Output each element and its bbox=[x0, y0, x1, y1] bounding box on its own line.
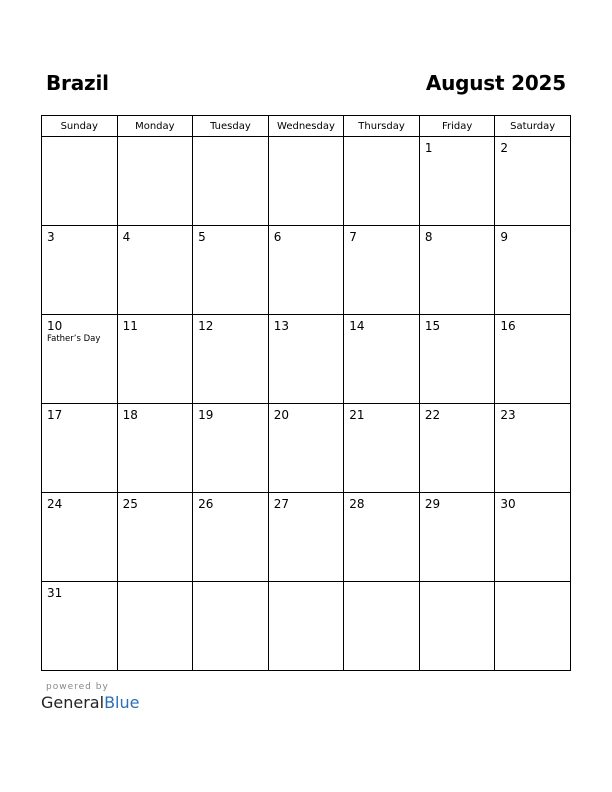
day-number bbox=[495, 582, 570, 586]
day-number: 21 bbox=[349, 408, 365, 422]
day-number: 2 bbox=[500, 141, 509, 155]
day-cell bbox=[268, 582, 344, 671]
day-cell bbox=[117, 404, 193, 493]
day-cell bbox=[193, 137, 269, 226]
day-cell bbox=[344, 404, 420, 493]
day-number: 27 bbox=[273, 497, 289, 511]
day-cell bbox=[344, 226, 420, 315]
day-cell bbox=[268, 315, 344, 404]
weekday-header: Tuesday bbox=[193, 116, 269, 137]
day-cell bbox=[419, 137, 495, 226]
day-number bbox=[344, 137, 419, 141]
day-number bbox=[269, 137, 344, 141]
generalblue-logo[interactable] bbox=[41, 693, 139, 712]
day-number: 5 bbox=[198, 230, 206, 244]
day-cell bbox=[117, 315, 193, 404]
day-number: 23 bbox=[500, 408, 516, 422]
day-cell bbox=[193, 315, 269, 404]
day-cell bbox=[268, 493, 344, 582]
day-cell bbox=[42, 493, 118, 582]
day-number: 13 bbox=[273, 319, 289, 333]
day-cell bbox=[495, 226, 571, 315]
day-cell bbox=[42, 582, 118, 671]
day-number: 6 bbox=[273, 230, 282, 244]
day-cell bbox=[268, 404, 344, 493]
day-number: 26 bbox=[198, 497, 214, 511]
day-number: 8 bbox=[424, 230, 433, 244]
day-number: 18 bbox=[122, 408, 138, 422]
day-cell bbox=[419, 582, 495, 671]
weekday-header: Monday bbox=[117, 116, 193, 137]
week-row bbox=[42, 582, 571, 671]
weekday-header-row bbox=[42, 116, 571, 137]
day-cell bbox=[419, 404, 495, 493]
weekday-header: Saturday bbox=[495, 116, 571, 137]
day-cell bbox=[344, 582, 420, 671]
day-cell bbox=[193, 582, 269, 671]
day-cell bbox=[42, 315, 118, 404]
day-number: 9 bbox=[500, 230, 509, 244]
day-cell bbox=[117, 137, 193, 226]
calendar-grid bbox=[41, 115, 571, 671]
day-cell bbox=[419, 315, 495, 404]
weekday-header: Friday bbox=[419, 116, 495, 137]
day-cell bbox=[117, 226, 193, 315]
day-number bbox=[420, 582, 495, 586]
logo-text-general: General bbox=[41, 693, 105, 712]
day-cell bbox=[344, 137, 420, 226]
day-cell bbox=[42, 226, 118, 315]
day-cell bbox=[42, 404, 118, 493]
day-number: 15 bbox=[424, 319, 441, 333]
day-number: 30 bbox=[500, 497, 516, 511]
day-number bbox=[42, 137, 117, 141]
week-row bbox=[42, 493, 571, 582]
day-cell bbox=[495, 315, 571, 404]
week-row bbox=[42, 137, 571, 226]
day-number: 17 bbox=[47, 408, 63, 422]
day-number bbox=[118, 582, 193, 586]
day-number: 19 bbox=[198, 408, 214, 422]
day-cell bbox=[268, 226, 344, 315]
day-number: 28 bbox=[349, 497, 365, 511]
day-number: 31 bbox=[47, 586, 63, 600]
powered-by-text: powered by bbox=[46, 682, 109, 692]
day-cell bbox=[495, 137, 571, 226]
day-number bbox=[193, 137, 268, 141]
day-number: 10 bbox=[47, 319, 63, 333]
day-cell bbox=[344, 315, 420, 404]
week-row bbox=[42, 404, 571, 493]
day-cell bbox=[193, 493, 269, 582]
day-number bbox=[193, 582, 268, 586]
month-title: August 2025 bbox=[425, 71, 566, 95]
day-cell bbox=[117, 582, 193, 671]
day-cell bbox=[42, 137, 118, 226]
day-number: 20 bbox=[273, 408, 289, 422]
holiday-label: Father’s Day bbox=[47, 334, 101, 344]
country-title: Brazil bbox=[46, 71, 109, 95]
day-number: 24 bbox=[47, 497, 63, 511]
weekday-header: Wednesday bbox=[268, 116, 344, 137]
day-number: 3 bbox=[47, 230, 55, 244]
day-number: 22 bbox=[424, 408, 441, 422]
week-row bbox=[42, 315, 571, 404]
day-cell bbox=[193, 404, 269, 493]
day-number bbox=[118, 137, 193, 141]
weekday-header: Thursday bbox=[344, 116, 420, 137]
day-number: 4 bbox=[122, 230, 131, 244]
day-cell bbox=[495, 493, 571, 582]
day-cell bbox=[419, 226, 495, 315]
week-row bbox=[42, 226, 571, 315]
logo-text-blue: Blue bbox=[104, 693, 140, 712]
day-number: 12 bbox=[198, 319, 214, 333]
day-number: 11 bbox=[122, 319, 138, 333]
day-number: 29 bbox=[424, 497, 441, 511]
day-cell bbox=[268, 137, 344, 226]
day-number: 14 bbox=[349, 319, 365, 333]
day-cell bbox=[419, 493, 495, 582]
day-number: 7 bbox=[349, 230, 357, 244]
weekday-header: Sunday bbox=[42, 116, 118, 137]
day-cell bbox=[495, 582, 571, 671]
day-cell bbox=[495, 404, 571, 493]
day-cell bbox=[117, 493, 193, 582]
day-number: 1 bbox=[424, 141, 433, 155]
day-number: 25 bbox=[122, 497, 138, 511]
day-number: 16 bbox=[500, 319, 516, 333]
day-number bbox=[344, 582, 419, 586]
day-cell bbox=[193, 226, 269, 315]
day-cell bbox=[344, 493, 420, 582]
day-number bbox=[269, 582, 344, 586]
